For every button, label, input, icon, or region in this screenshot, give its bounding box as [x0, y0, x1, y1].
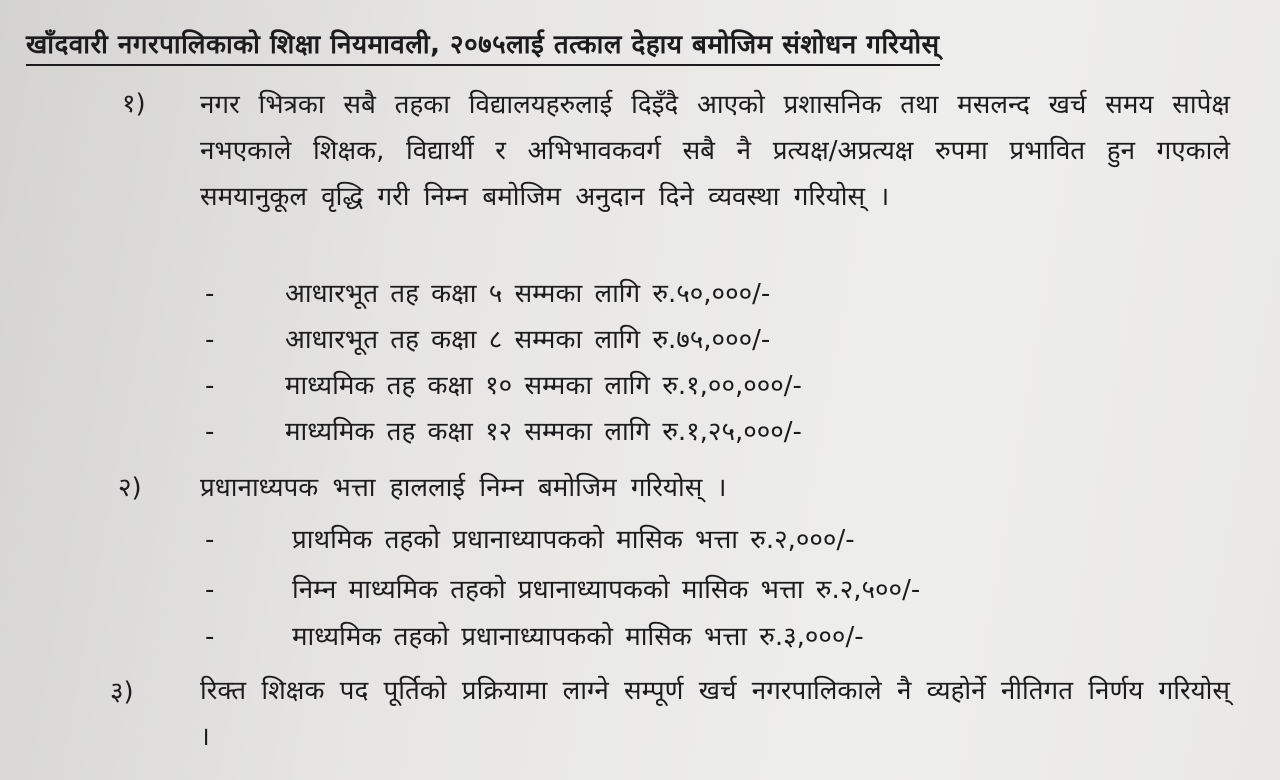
section-3-text: रिक्त शिक्षक पद पूर्तिको प्रक्रियामा लाग्ने सम्पूर्ण खर्च नगरपालिकाले नै व्यहोर्ने नीतिगत निर्णय गरियोस् ।: [200, 676, 1230, 752]
section-3-number: ३): [110, 677, 134, 707]
section-1-item-1-bullet: -: [205, 279, 215, 309]
section-1-text: नगर भित्रका सबै तहका विद्यालयहरुलाई दिइँदै आएको प्रशासनिक तथा मसलन्द खर्च समय सापेक्ष नभएकाले शिक्षक, विद्यार्थी र अभिभावकवर्ग सबै नै प्रत्यक्ष/अप्रत्यक्ष रुपमा प्रभावित हुन गएकाले समयानुकूल वृद्धि गरी निम्न बमोजिम अनुदान दिने व्यवस्था गरियोस् ।: [200, 90, 1230, 212]
section-1-item-3: माध्यमिक तह कक्षा १० सम्मका लागि रु.१,००,०००/-: [285, 371, 802, 401]
section-2-item-3: माध्यमिक तहको प्रधानाध्यापकको मासिक भत्ता रु.३,०००/-: [292, 622, 864, 652]
section-2-number: २): [118, 473, 142, 503]
section-1-item-1: आधारभूत तह कक्षा ५ सम्मका लागि रु.५०,०००/-: [285, 279, 771, 309]
section-2-item-2: निम्न माध्यमिक तहको प्रधानाध्यापकको मासिक भत्ता रु.२,५००/-: [292, 575, 921, 605]
section-1-item-3-bullet: -: [205, 371, 215, 401]
section-1-item-2: आधारभूत तह कक्षा ८ सम्मका लागि रु.७५,०००/-: [285, 325, 771, 355]
section-2-item-1-bullet: -: [205, 525, 215, 555]
section-1-item-4-bullet: -: [205, 417, 215, 447]
section-2-item-2-bullet: -: [205, 575, 215, 605]
section-2-text: प्रधानाध्यपक भत्ता हाललाई निम्न बमोजिम गरियोस् ।: [200, 473, 727, 503]
section-1-item-4: माध्यमिक तह कक्षा १२ सम्मका लागि रु.१,२५,०००/-: [285, 417, 802, 447]
document-heading: खाँदवारी नगरपालिकाको शिक्षा नियमावली, २०७५लाई तत्काल देहाय बमोजिम संशोधन गरियोस्: [26, 28, 940, 66]
section-1-item-2-bullet: -: [205, 325, 215, 355]
section-2-item-3-bullet: -: [205, 622, 215, 652]
section-2-item-1: प्राथमिक तहको प्रधानाध्यापकको मासिक भत्ता रु.२,०००/-: [292, 525, 855, 555]
section-1-number: १): [122, 89, 146, 119]
